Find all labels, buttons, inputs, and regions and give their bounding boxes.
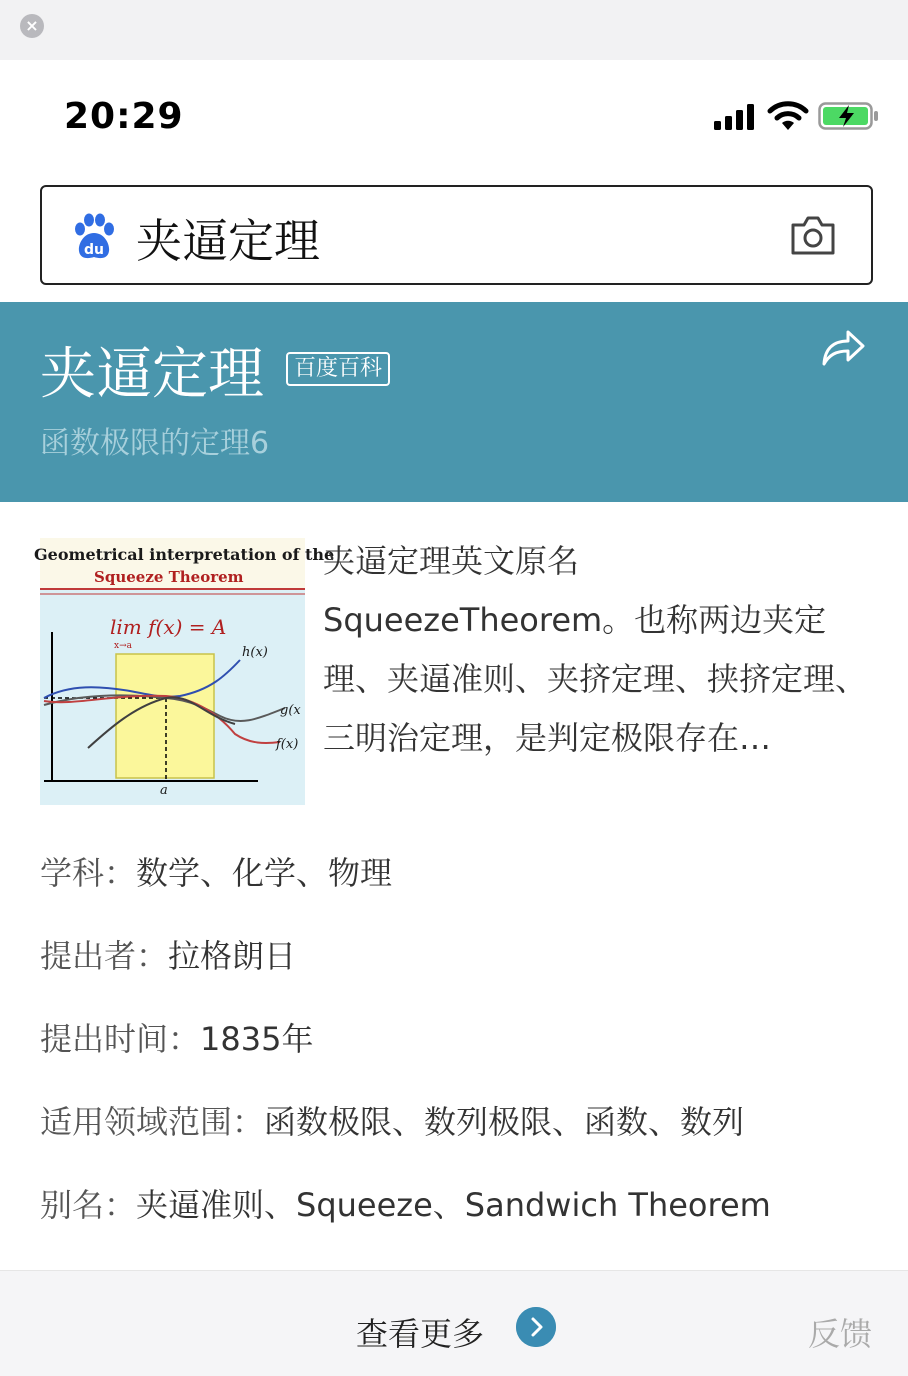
info-row-alias	[40, 1180, 771, 1226]
close-icon[interactable]: ×	[20, 14, 44, 38]
info-key: 提出时间：	[40, 1020, 201, 1058]
search-box[interactable]	[40, 185, 873, 285]
svg-text:du: du	[84, 242, 104, 258]
thumb-title-line2: Squeeze Theorem	[94, 568, 244, 586]
camera-icon[interactable]	[789, 213, 837, 257]
info-value: 1835年	[200, 1020, 314, 1058]
info-key: 适用领域范围：	[40, 1103, 265, 1141]
entry-title[interactable]: 夹逼定理	[40, 342, 264, 407]
squeeze-theorem-image[interactable]	[34, 538, 335, 805]
info-value: 数学、化学、物理	[136, 854, 393, 892]
entry-description[interactable]: 夹逼定理英文原名SqueezeTheorem。也称两边夹定理、夹逼准则、夹挤定理、挟挤定理、三明治定理，是判定极限存在…	[323, 542, 868, 757]
info-row-proposer	[40, 931, 296, 977]
info-key: 学科：	[40, 854, 137, 892]
theorem-graph	[34, 538, 335, 805]
feedback-button[interactable]: 反馈	[807, 1315, 872, 1353]
view-more-button[interactable]: 查看更多	[356, 1315, 485, 1353]
thumb-formula: lim f(x) = A	[110, 615, 227, 639]
thumb-label-f: f(x)	[276, 737, 299, 752]
share-icon[interactable]	[820, 326, 866, 368]
entry-subtitle: 函数极限的定理6	[40, 426, 270, 461]
info-key: 别名：	[40, 1186, 137, 1224]
baidu-paw-icon	[72, 213, 116, 261]
footer-bar	[0, 1270, 908, 1376]
status-bar	[0, 60, 908, 170]
thumb-label-a: a	[160, 783, 168, 798]
info-value: 拉格朗日	[168, 937, 297, 975]
wifi-icon	[768, 100, 808, 132]
battery-charging-icon	[818, 102, 880, 130]
browser-top-bar	[0, 0, 908, 60]
baike-header	[0, 302, 908, 502]
thumb-label-h: h(x)	[242, 645, 268, 660]
signal-icon	[714, 104, 758, 130]
info-key: 提出者：	[40, 937, 169, 975]
info-row-date	[40, 1014, 313, 1060]
chevron-right-icon[interactable]	[516, 1307, 556, 1347]
info-row-scope	[40, 1097, 744, 1143]
info-value: 函数极限、数列极限、函数、数列	[264, 1103, 745, 1141]
info-value: 夹逼准则、Squeeze、Sandwich Theorem	[136, 1186, 771, 1224]
thumb-title-line1: Geometrical interpretation of the	[34, 545, 335, 564]
thumb-label-g: g(x	[280, 703, 301, 718]
status-time: 20:29	[64, 96, 184, 137]
thumb-formula-sub: x→a	[114, 641, 132, 651]
search-input[interactable]: 夹逼定理	[136, 214, 320, 268]
info-row-subject	[40, 848, 392, 894]
baike-badge: 百度百科	[286, 352, 390, 386]
